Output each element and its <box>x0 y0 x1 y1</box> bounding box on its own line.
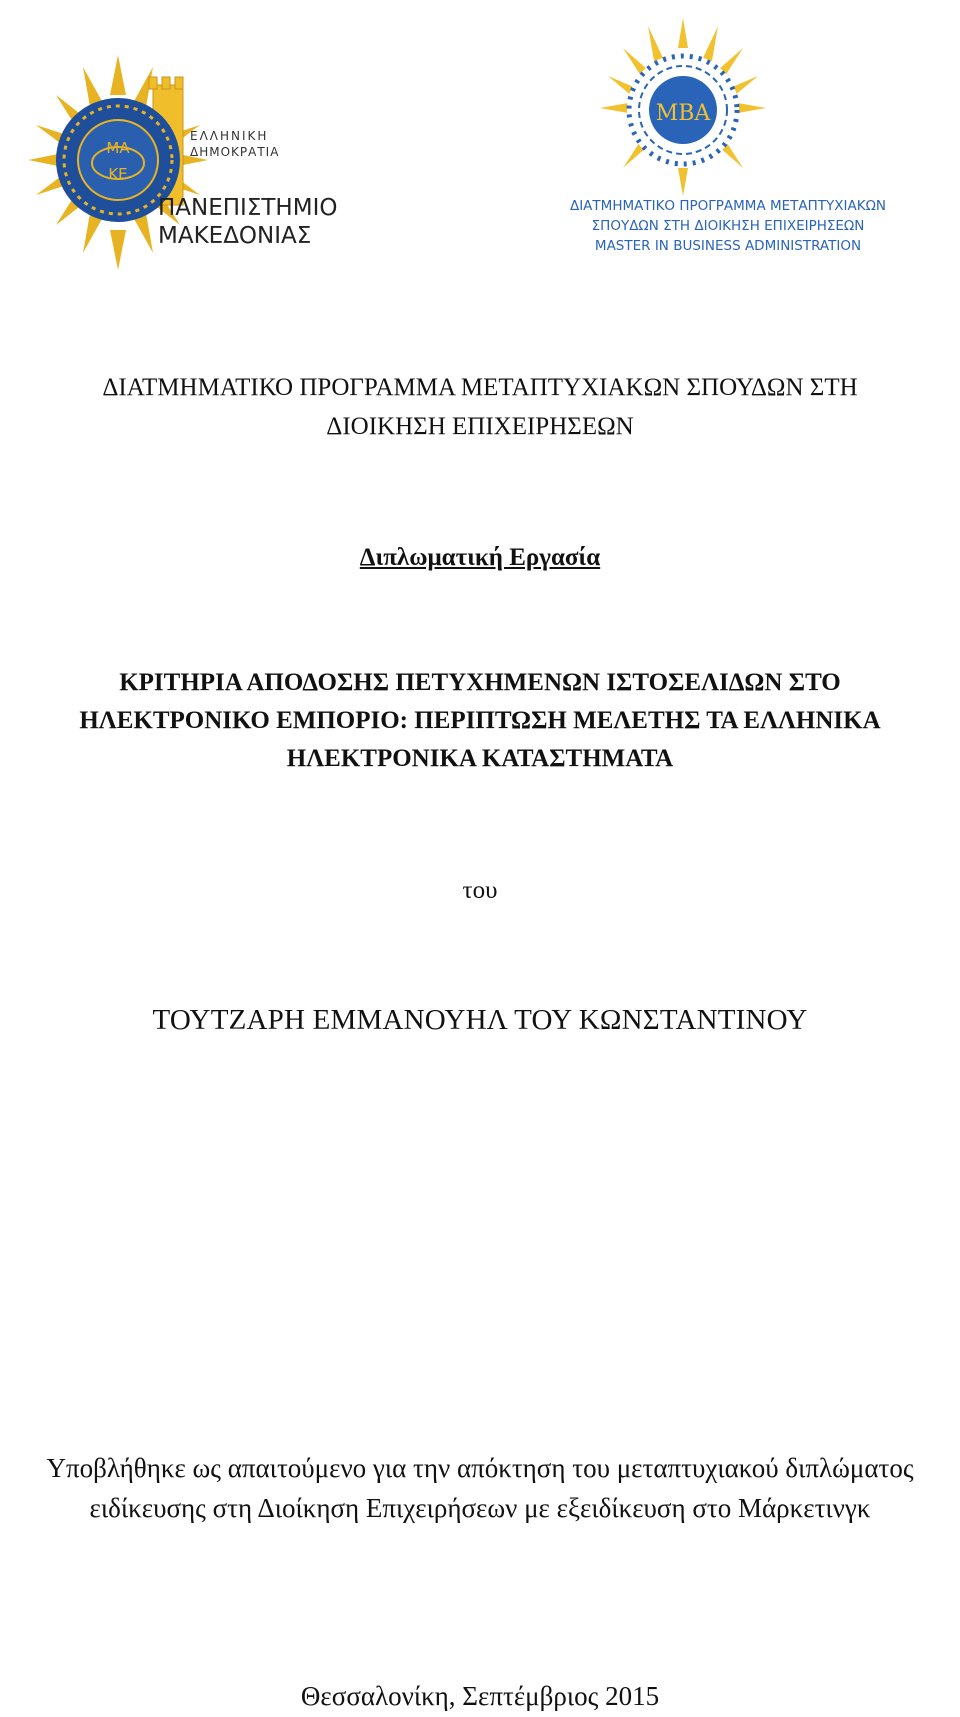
thesis-title-line-3: ΗΛΕΚΤΡΟΝΙΚΑ ΚΑΤΑΣΤΗΜΑΤΑ <box>286 745 674 772</box>
program-title <box>0 375 960 439</box>
caption-large-2: ΜΑΚΕΔΟΝΙΑΣ <box>158 223 312 249</box>
submission-line-1: Υποβλήθηκε ως απαιτούμενο για την απόκτηση του μεταπτυχιακού διπλώματος <box>46 1453 914 1483</box>
program-title-line-2: ΔΙΟΙΚΗΣΗ ΕΠΙΧΕΙΡΗΣΕΩΝ <box>326 413 634 440</box>
submission-statement <box>0 1455 960 1535</box>
place-date: Θεσσαλονίκη, Σεπτέμβριος 2015 <box>300 1681 660 1711</box>
mba-logo <box>548 18 928 268</box>
university-emblem-icon <box>28 55 358 270</box>
thesis-title <box>0 670 960 784</box>
thesis-label: Διπλωματική Εργασία <box>359 544 601 571</box>
emblem-text-top: ΜΑ <box>106 139 130 157</box>
thesis-title-line-1: ΚΡΙΤΗΡΙΑ ΑΠΟΔΟΣΗΣ ΠΕΤΥΧΗΜΕΝΩΝ ΙΣΤΟΣΕΛΙΔΩΝ ΣΤΟ <box>119 669 841 696</box>
emblem-text-bottom: ΚΕ <box>108 165 128 183</box>
university-logo <box>28 55 358 270</box>
mba-caption-3: MASTER IN BUSINESS ADMINISTRATION <box>594 238 862 254</box>
mba-emblem-icon <box>548 18 928 268</box>
caption-small-1: ΕΛΛΗΝΙΚΗ <box>190 129 269 143</box>
mba-emblem-text: MBA <box>655 101 711 126</box>
caption-large-1: ΠΑΝΕΠΙΣΤΗΜΙΟ <box>158 195 338 221</box>
author-name: ΤΟΥΤΖΑΡΗ ΕΜΜΑΝΟΥΗΛ ΤΟΥ ΚΩΝΣΤΑΝΤΙΝΟΥ <box>152 1004 808 1036</box>
caption-small-2: ΔΗΜΟΚΡΑΤΙΑ <box>190 145 280 159</box>
mba-caption-2: ΣΠΟΥΔΩΝ ΣΤΗ ΔΙΟΙΚΗΣΗ ΕΠΙΧΕΙΡΗΣΕΩΝ <box>591 218 865 234</box>
submission-line-2: ειδίκευσης στη Διοίκηση Επιχειρήσεων με εξειδίκευση στο Μάρκετινγκ <box>89 1493 871 1523</box>
thesis-title-line-2: ΗΛΕΚΤΡΟΝΙΚΟ ΕΜΠΟΡΙΟ: ΠΕΡΙΠΤΩΣΗ ΜΕΛΕΤΗΣ ΤΑ ΕΛΛΗΝΙΚΑ <box>79 707 881 734</box>
mba-caption-1: ΔΙΑΤΜΗΜΑΤΙΚΟ ΠΡΟΓΡΑΜΜΑ ΜΕΤΑΠΤΥΧΙΑΚΩΝ <box>569 198 887 214</box>
program-title-line-1: ΔΙΑΤΜΗΜΑΤΙΚΟ ΠΡΟΓΡΑΜΜΑ ΜΕΤΑΠΤΥΧΙΑΚΩΝ ΣΠΟΥΔΩΝ ΣΤΗ <box>102 374 858 401</box>
by-label: του <box>462 877 498 904</box>
